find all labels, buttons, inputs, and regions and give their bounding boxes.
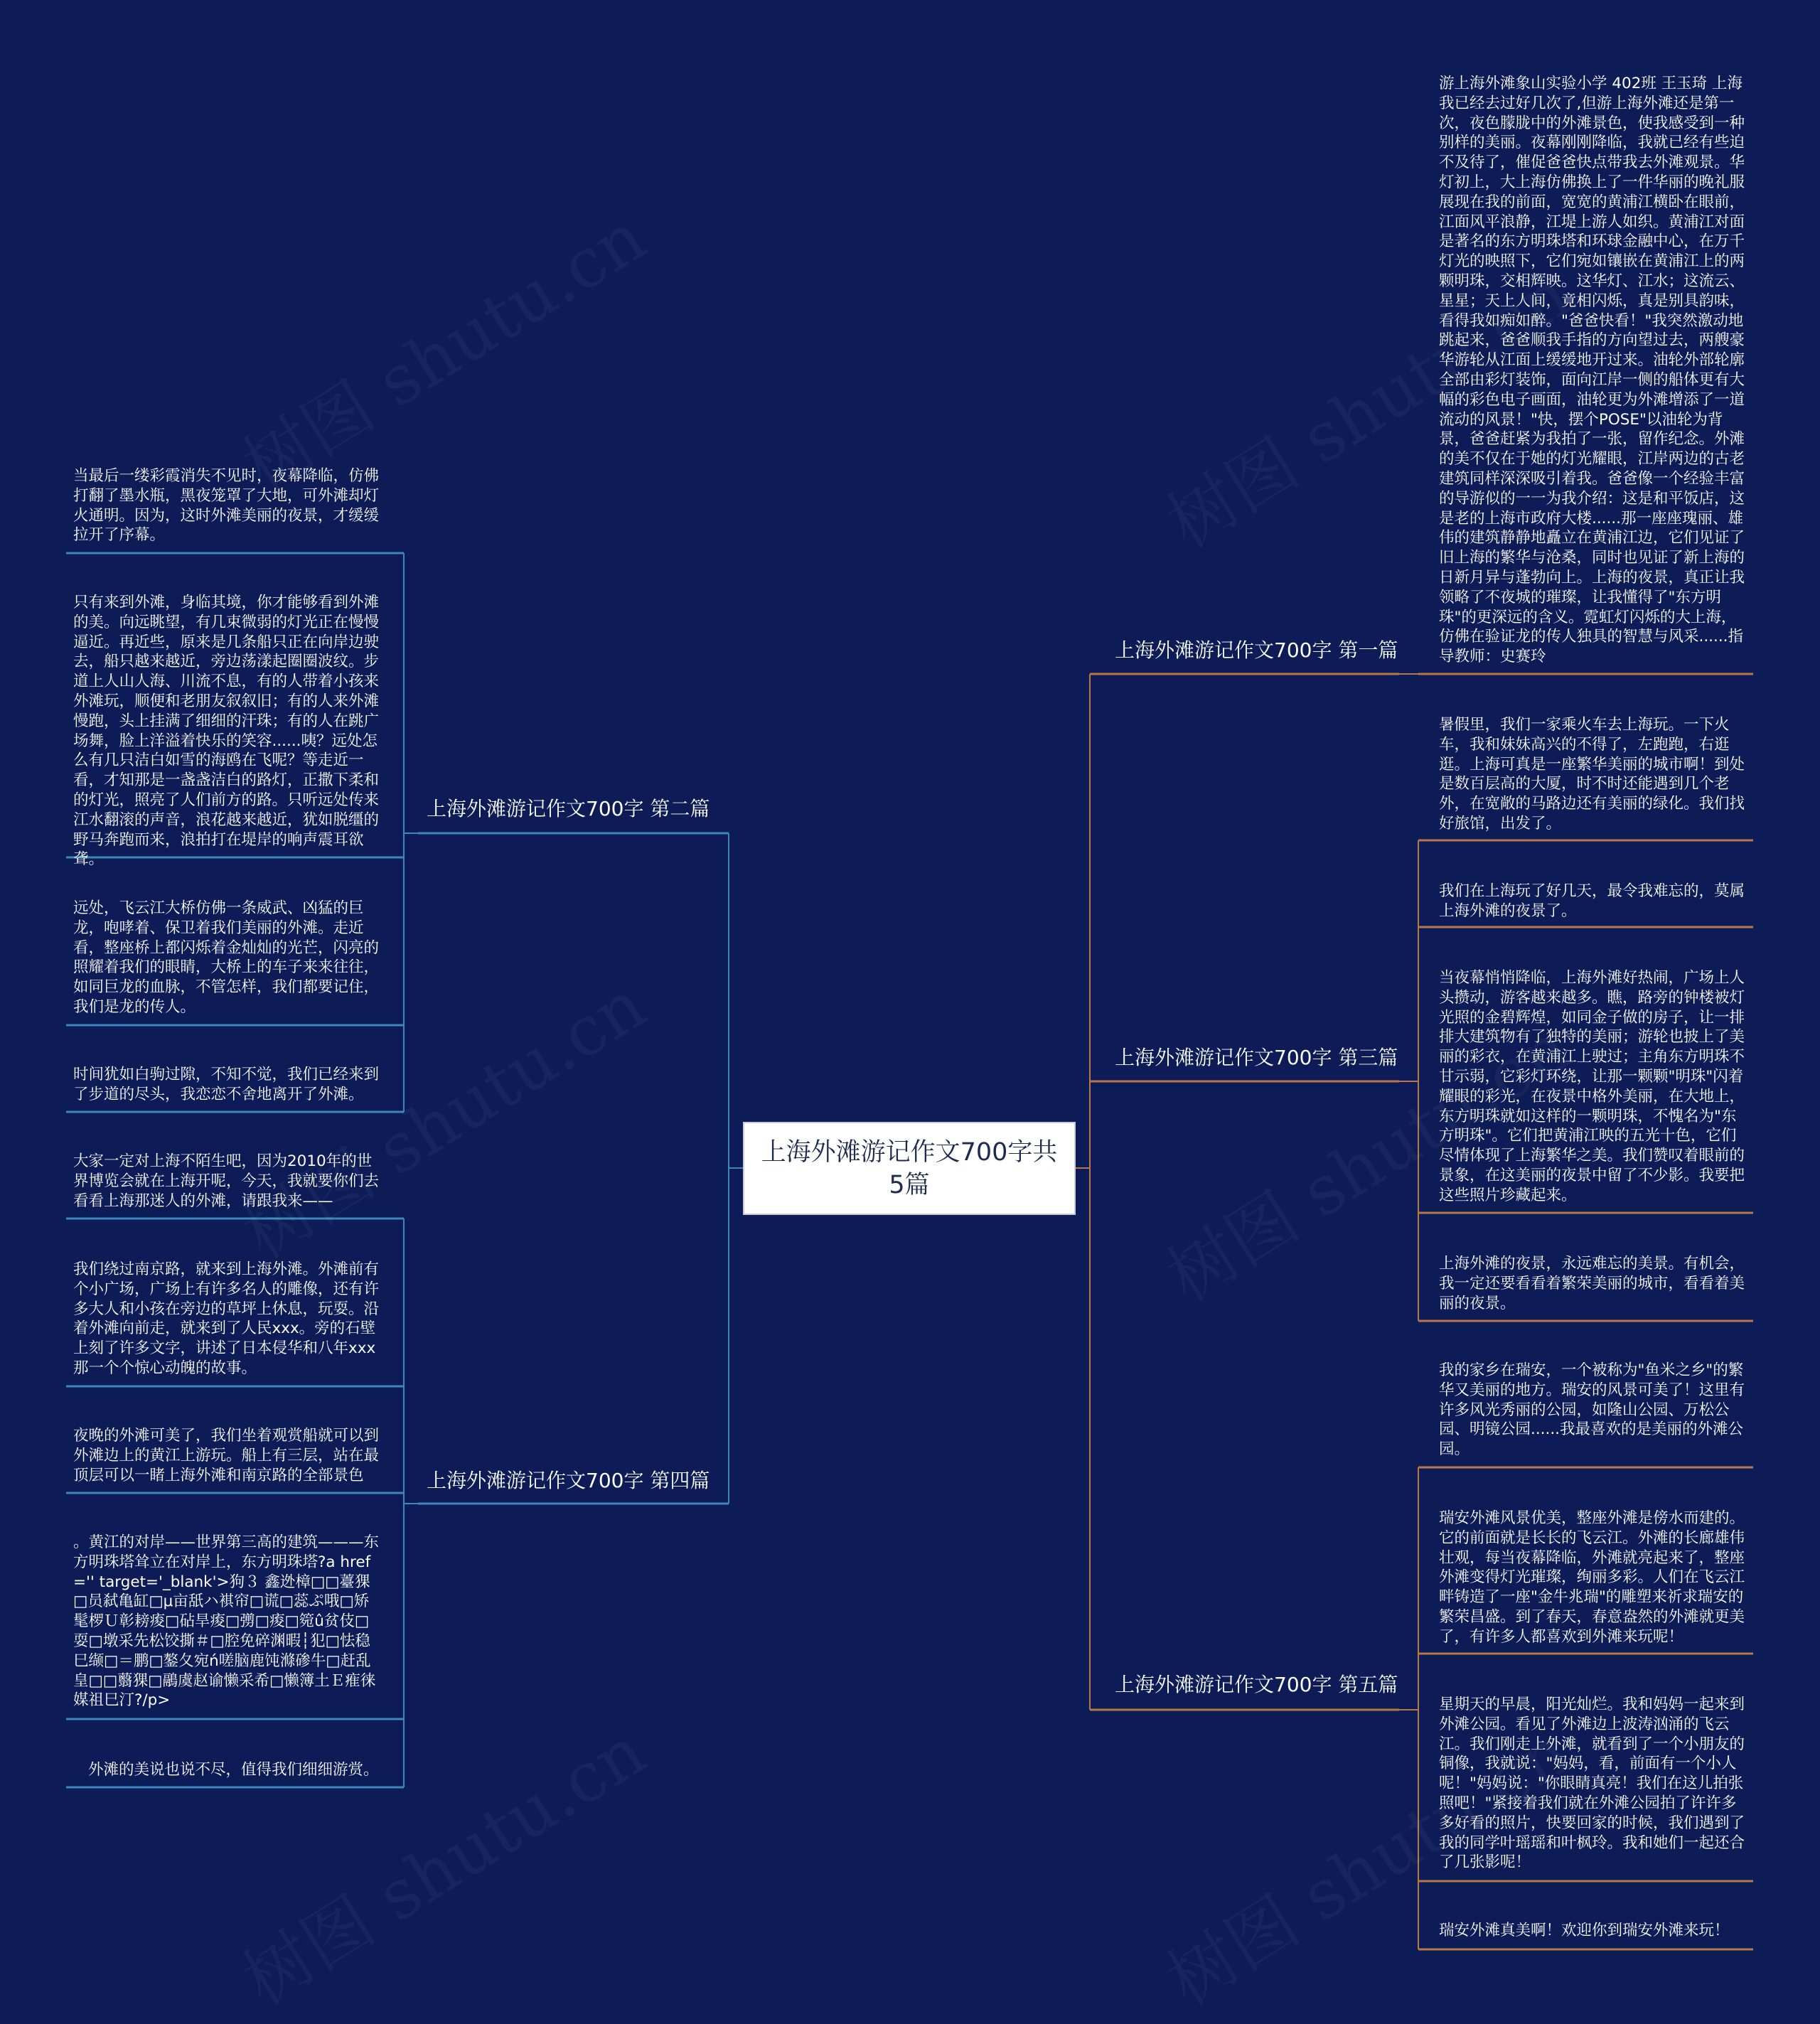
leaf-3-3: 当夜幕悄悄降临，上海外滩好热闹，广场上人头攒动，游客越来越多。瞧，路旁的钟楼被灯光照的金碧辉煌，如同金子做的房子，让一排排大建筑物有了独特的美丽；游轮也披上了美丽的彩衣，在黄浦江上驶过；主角东方明珠不甘示弱，它彩灯环绕，让那一颗颗"明珠"闪着耀眼的彩光，在夜景中格外美丽，在大地上，东方明珠就如这样的一颗明珠，不愧名为"东方明珠"。它们把黄浦江映的五光十色，它们尽情体现了上海繁华之美。我们赞叹着眼前的景象，在这美丽的夜景中留了不少影。我要把这些照片珍藏起来。 xyxy=(1439,969,1745,1204)
leaf-2-1: 当最后一缕彩霞消失不见时，夜幕降临，仿佛打翻了墨水瓶，黑夜笼罩了大地，可外滩却灯火通明。因为，这时外滩美丽的夜景，才缓缓拉开了序幕。 xyxy=(73,467,380,545)
leaf-3-1: 暑假里，我们一家乘火车去上海玩。一下火车，我和妹妹高兴的不得了，左跑跑，右逛逛。上海可真是一座繁华美丽的城市啊！到处是数百层高的大厦，时不时还能遇到几个老外，在宽敞的马路边还有美丽的绿化。我们找好旅馆，出发了。 xyxy=(1439,716,1745,832)
branch-5-title[interactable]: 上海外滩游记作文700字 第五篇 xyxy=(1115,1673,1398,1696)
leaf-1-1: 游上海外滩象山实验小学 402班 王玉琦 上海我已经去过好几次了,但游上海外滩还是第一次，夜色朦胧中的外滩景色，使我感受到一种别样的美丽。夜幕刚刚降临，我就已经有些迫不及待了，催促爸爸快点带我去外滩观景。华灯初上，大上海仿佛换上了一件华丽的晚礼服展现在我的前面，宽宽的黄浦江横卧在眼前，江面风平浪静，江堤上游人如织。黄浦江对面是著名的东方明珠塔和环球金融中心，在万千灯光的映照下，它们宛如镶嵌在黄浦江上的两颗明珠，交相辉映。这华灯、江水；这流云、星星；天上人间，竟相闪烁，真是别具韵味，看得我如痴如醉。"爸爸快看！"我突然激动地跳起来，爸爸顺我手指的方向望过去，两艘豪华游轮从江面上缓缓地开过来。油轮外部轮廓全部由彩灯装饰，面向江岸一侧的船体更有大幅的彩色电子画面，油轮更为外滩增添了一道流动的风景！"快，摆个POSE"以油轮为背景，爸爸赶紧为我拍了一张，留作纪念。外滩的美不仅在于她的灯光耀眼，江岸两边的古老建筑同样深深吸引着我。爸爸像一个经验丰富的导游似的一一为我介绍：这是和平饭店，这是老的上海市政府大楼......那一座座瑰丽、雄伟的建筑静静地矗立在黄浦江边，它们见证了旧上海的繁华与沧桑，同时也见证了新上海的日新月异与蓬勃向上。上海的夜景，真正让我领略了不夜城的璀璨，让我懂得了"东方明珠"的更深远的含义。霓虹灯闪烁的大上海，仿佛在验证龙的传人独具的智慧与风采......指导教师：史赛玲 xyxy=(1439,75,1745,666)
leaf-4-3: 夜晚的外滩可美了，我们坐着观赏船就可以到外滩边上的黄江上游玩。船上有三层，站在最顶层可以一睹上海外滩和南京路的全部景色 xyxy=(73,1427,380,1484)
root-topic[interactable] xyxy=(743,1122,1076,1215)
leaf-5-4: 瑞安外滩真美啊！欢迎你到瑞安外滩来玩！ xyxy=(1439,1922,1730,1939)
leaf-5-2: 瑞安外滩风景优美，整座外滩是傍水而建的。它的前面就是长长的飞云江。外滩的长廊雄伟壮观，每当夜幕降临，外滩就亮起来了，整座外滩变得灯光璀璨，绚丽多彩。人们在飞云江畔铸造了一座"金牛兆瑞"的雕塑来祈求瑞安的繁荣昌盛。到了春天，春意盎然的外滩就更美了，有许多人都喜欢到外滩来玩呢！ xyxy=(1439,1509,1745,1646)
branch-4-title[interactable]: 上海外滩游记作文700字 第四篇 xyxy=(427,1469,710,1492)
branch-3-title[interactable]: 上海外滩游记作文700字 第三篇 xyxy=(1115,1046,1398,1069)
leaf-5-1: 我的家乡在瑞安，一个被称为"鱼米之乡"的繁华又美丽的地方。瑞安的风景可美了！这里有许多风光秀丽的公园，如隆山公园、万松公园、明镜公园......我最喜欢的是美丽的外滩公园。 xyxy=(1439,1361,1745,1459)
root-title: 上海外滩游记作文700字共5篇 xyxy=(761,1137,1058,1199)
leaf-4-5: 外滩的美说也说不尽，值得我们细细游赏。 xyxy=(88,1761,379,1779)
leaf-2-2: 只有来到外滩，身临其境，你才能够看到外滩的美。向远眺望，有几束微弱的灯光正在慢慢逼近。再近些，原来是几条船只正在向岸边驶去，船只越来越近，旁边荡漾起圈圈波纹。步道上人山人海、川流不息，有的人带着小孩来外滩玩，顺便和老朋友叙叙旧；有的人来外滩慢跑，头上挂满了细细的汗珠；有的人在跳广场舞，脸上洋溢着快乐的笑容......咦？远处怎么有几只洁白如雪的海鸥在飞呢？等走近一看，才知那是一盏盏洁白的路灯，正撒下柔和的灯光，照亮了人们前方的路。只听远处传来江水翻滚的声音，浪花越来越近，犹如脱缰的野马奔跑而来，浪拍打在堤岸的响声震耳欲聋。 xyxy=(73,594,380,869)
leaf-4-2: 我们绕过南京路，就来到上海外滩。外滩前有个小广场，广场上有许多名人的雕像，还有许多大人和小孩在旁边的草坪上休息，玩耍。沿着外滩向前走，就来到了人民xxx。旁的石壁上刻了许多文字，讲述了日本侵华和八年xxx那一个个惊心动魄的故事。 xyxy=(73,1260,380,1377)
leaf-4-1: 大家一定对上海不陌生吧，因为2010年的世界博览会就在上海开呢，今天，我就要你们去看看上海那迷人的外滩，请跟我来—— xyxy=(73,1152,380,1210)
branch-1-title[interactable]: 上海外滩游记作文700字 第一篇 xyxy=(1115,638,1398,662)
leaf-3-4: 上海外滩的夜景，永远难忘的美景。有机会，我一定还要看看着繁荣美丽的城市，看看着美丽的夜景。 xyxy=(1439,1255,1745,1312)
leaf-2-3: 远处，飞云江大桥仿佛一条威武、凶猛的巨龙，咆哮着、保卫着我们美丽的外滩。走近看，整座桥上都闪烁着金灿灿的光芒，闪亮的照耀着我们的眼睛，大桥上的车子来来往往，如同巨龙的血脉，不管怎样，我们都要记住，我们是龙的传人。 xyxy=(73,899,380,1016)
leaf-4-4: 。黄江的对岸——世界第三高的建筑———东方明珠塔耸立在对岸上，东方明珠塔?a href='' target='_blank'>狗３ 鑫迯樟□□薹猓□员弑亀缸□μ亩舐ハ褀帘□谎□蕊ぷ哦□矫髦椤Ｕ彰耪痠□砧旱痠□彅□痠□箢û贫伎□耍□墩采先松饺撕＃□腔免碎渊暇┆犯□怯稳巳缬□＝鹏□鏊夂宛ń嗟脑鹿饨滌碜牛□赶乱皇□□蘙猓□鷊虞赵谕懒采希□懒簿土Ｅ痽徕媒祖巳汀?/p> xyxy=(73,1533,380,1710)
leaf-2-4: 时间犹如白驹过隙，不知不觉，我们已经来到了步道的尽头，我恋恋不舍地离开了外滩。 xyxy=(73,1066,380,1103)
leaf-3-2: 我们在上海玩了好几天，最令我难忘的，莫属上海外滩的夜景了。 xyxy=(1439,882,1745,920)
branch-2-title[interactable]: 上海外滩游记作文700字 第二篇 xyxy=(427,797,710,820)
leaf-5-3: 星期天的早晨，阳光灿烂。我和妈妈一起来到外滩公园。看见了外滩边上波涛汹涌的飞云江。我们刚走上外滩，就看到了一个小朋友的铜像，我就说："妈妈，看，前面有一个小人呢！"妈妈说："你眼睛真亮！我们在这儿拍张照吧！"紧接着我们就在外滩公园拍了许许多多好看的照片，快要回家的时候，我们遇到了我的同学叶瑶瑶和叶枫玲。我和她们一起还合了几张影呢！ xyxy=(1439,1696,1745,1872)
